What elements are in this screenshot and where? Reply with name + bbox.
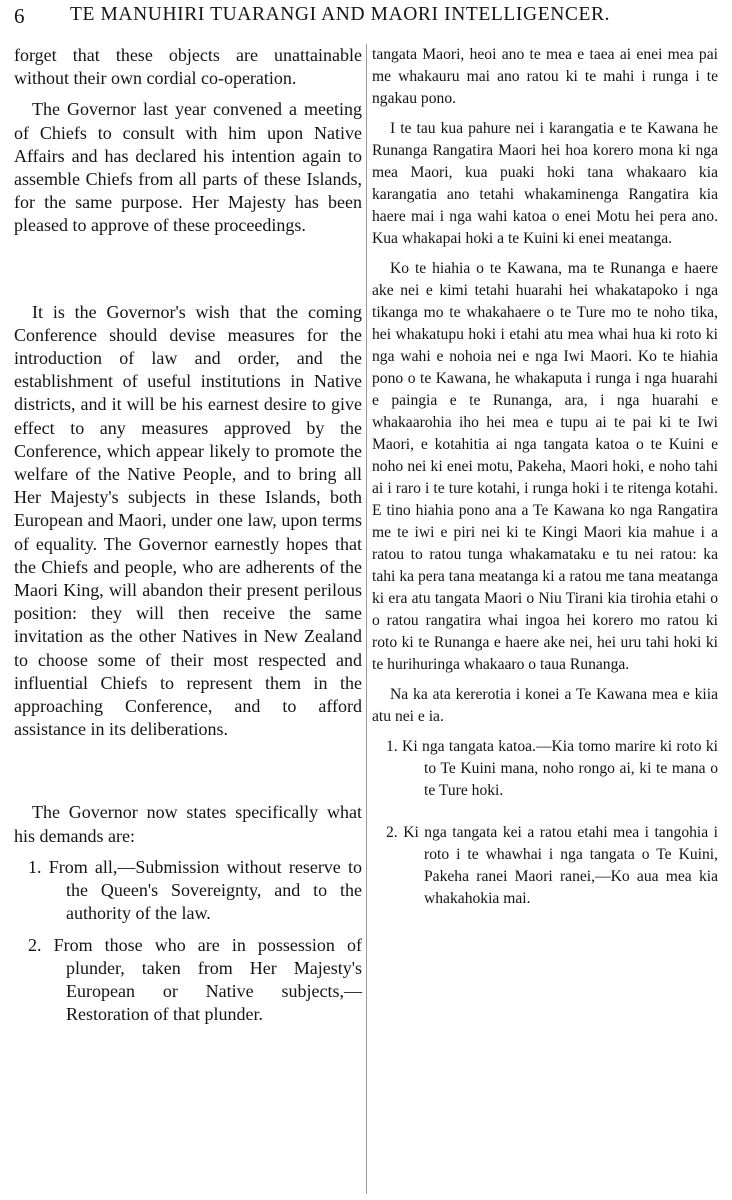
maori-paragraph-2: I te tau kua pahure nei i karangatia e te Kawana he Runanga Rangatira Maori hei hoa korero mona ki nga mea Maori, kua puaki hoki tana whakaaro kia karangatia ano tetahi whakaminenga Rangatira kia haere mai i nga wahi katoa o enei Motu hei pera ano. Kua whakapai hoki a te Kuini ki enei meatanga.: [372, 120, 718, 247]
maori-paragraph-4: Na ka ata kererotia i konei a Te Kawana mea e kiia atu nei e ia.: [372, 686, 718, 725]
maori-paragraph-1: tangata Maori, heoi ano te mea e taea ai enei mea pai me whakauru mai ano ratou ki te mahi i runga i te ngakau pono.: [372, 46, 718, 107]
english-paragraph-3: It is the Governor's wish that the coming Conference should devise measures for the introduction of law and order, and the establishment of useful institutions in Native districts, and it will be his earnest desire to give effect to any measures approved by the Conference, which appear likely to promote the welfare of the Native People, and to bring all Her Majesty's subjects in these Islands, both European and Maori, under one law, upon terms of equality. The Governor earnestly hopes that the Chiefs and people, who are adherents of the Maori King, will abandon their present perilous position: they will then receive the same invitation as the other Natives in New Zealand to choose some of their most respected and influential Chiefs to represent them in the approaching Conference, and to afford assistance in its deliberations.: [14, 301, 362, 740]
page-number: 6: [14, 4, 25, 28]
maori-demand-1: 1. Ki nga tangata katoa.—Kia tomo marire ki roto ki to Te Kuini mana, noho rongo ai, ki te mana o te Ture hoki.: [386, 738, 718, 799]
english-column: [14, 44, 362, 1026]
english-demand-1: 1. From all,—Submission without reserve to the Queen's Sovereignty, and to the authority of the law.: [28, 856, 362, 924]
english-demand-2: 2. From those who are in possession of plunder, taken from Her Majesty's European or Native subjects,—Restoration of that plunder.: [28, 934, 362, 1025]
maori-demand-2: 2. Ki nga tangata kei a ratou etahi mea i tangohia i roto i te whawhai i nga tangata o Te Kuini, Pakeha ranei Maori ranei,—Ko aua mea kia whakahokia mai.: [386, 824, 718, 907]
maori-paragraph-3: Ko te hiahia o te Kawana, ma te Runanga e haere ake nei e kimi tetahi huarahi hei whakatapoko i nga tikanga mo te whakahaere o te Ture mo te noho tika, hei whakatupu hoki i etahi atu mea whai hua ki roto ki nga wahi e nohoia nei e nga Iwi Maori. Ko te hiahia pono o te Kawana, he whakaputa i runga i nga huarahi e paingia e te Runanga, ara, i nga huarahi e whakaarohia iho hei mea e tupu ai te pai ki te Iwi Maori, e kotahitia ai nga tangata katoa o te Kuini e noho nei ki enei motu, Pakeha, Maori hoki, e noho tahi ai i raro i te ture kotahi, i runga hoki i te ritenga kotahi. E tino hiahia pono ana a Te Kawana ko nga Rangatira me te iwi e piri nei ki te Kingi Maori kia mahue i a ratou to ratou tunga whakamataku e tu nei ratou: ka tahi ka pera tana meatanga ki a ratou me tana meatanga ki era atu tangata Maori o Niu Tirani kia tirohia etahi o o ratou rangatira whai ingoa hei korero mo ratou ki roto ki te Runanga e haere ake nei, hei uru tahi hoki ki te hurihuringa whakaaro o taua Runanga.: [372, 260, 718, 673]
english-paragraph-1: forget that these objects are unattainable without their own cordial co-operation.: [14, 45, 362, 89]
english-paragraph-2: The Governor last year convened a meeting of Chiefs to consult with him upon Native Affairs and has declared his intention again to assemble Chiefs from all parts of these Islands, for the same purpose. Her Majesty has been pleased to approve of these proceedings.: [14, 99, 362, 236]
maori-column: [372, 44, 718, 910]
column-divider: [366, 44, 367, 1194]
running-title: TE MANUHIRI TUARANGI AND MAORI INTELLIGENCER.: [70, 4, 611, 25]
page-header: [0, 0, 732, 44]
english-paragraph-4: The Governor now states specifically what his demands are:: [14, 802, 362, 846]
